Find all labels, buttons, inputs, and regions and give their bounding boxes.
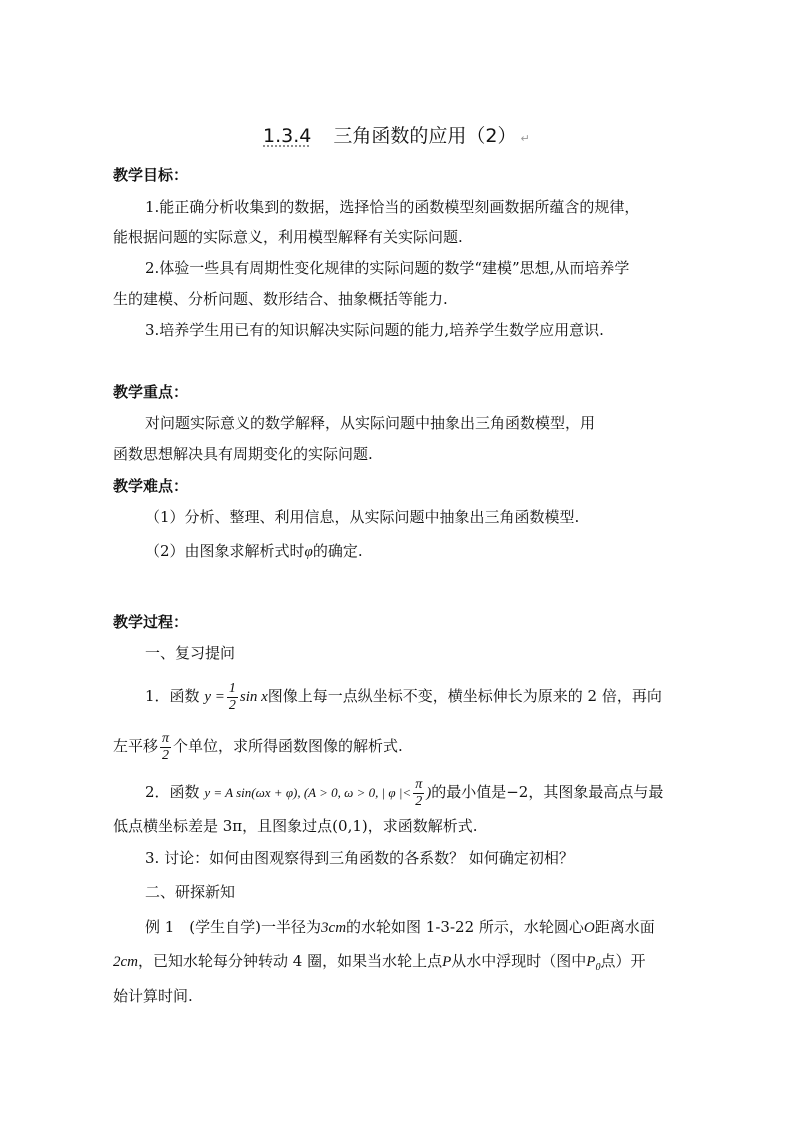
point-p0: P <box>586 954 596 970</box>
point-p: P <box>442 954 452 970</box>
objective-1-line-1: 1.能正确分析收集到的数据，选择恰当的函数模型刻画数据所蕴含的规律， <box>145 198 640 216</box>
process-heading: 教学过程： <box>113 613 189 631</box>
objectives-heading: 教学目标： <box>113 166 189 184</box>
difficulty-1: （1）分析、整理、利用信息，从实际问题中抽象出三角函数模型. <box>145 508 580 526</box>
key-points-line-1: 对问题实际意义的数学解释，从实际问题中抽象出三角函数模型，用 <box>145 414 596 432</box>
example-1-line-1: 例 1 (学生自学)一半径为3cm的水轮如图 1-3-22 所示，水轮圆心O距离水面 <box>145 918 655 936</box>
phi-symbol: φ <box>304 544 313 560</box>
question-2-line-2: 低点横坐标差是 3π，且图象过点(0,1)，求函数解析式. <box>113 817 478 835</box>
q1-equation: y = <box>204 689 225 705</box>
title-number: 1.3.4 <box>263 125 312 147</box>
q2-formula: y = A sin(ωx + φ), (A > 0, ω > 0, | φ |< <box>204 785 412 800</box>
q1-function: sin x <box>239 689 268 705</box>
page-title <box>263 126 530 149</box>
paragraph-mark: ↵ <box>520 132 530 145</box>
question-1-line-2: 左平移 $\frac{\pi}{2}$ 个单位，求所得函数图像的解析式. <box>113 730 403 763</box>
q1-fraction: $\frac{1}{2}$ <box>228 680 236 713</box>
example-1-line-3: 始计算时间. <box>113 987 193 1005</box>
center-o: O <box>583 920 595 936</box>
question-1-line-1: 1．函数 y = $\frac{1}{2}$ sin x图像上每一点纵坐标不变，横坐标伸长为原来的 2 倍，再向 <box>145 680 662 713</box>
q1-shift-fraction: $\frac{\pi}{2}$ <box>162 730 170 763</box>
difficulties-heading: 教学难点： <box>113 477 189 495</box>
question-3: 3. 讨论：如何由图观察得到三角函数的各系数？ 如何确定初相？ <box>145 849 574 867</box>
question-2-line-1: 2．函数 y = A sin(ωx + φ), (A > 0, ω > 0, | φ |< $\frac{\pi}{2}$ )的最小值是−2，其图象最高点与最 <box>145 776 664 809</box>
radius-value: 3cm <box>321 920 347 936</box>
key-points-heading: 教学重点： <box>113 383 189 401</box>
title-text: 三角函数的应用（2） <box>333 125 517 147</box>
distance-value: 2cm <box>113 954 138 970</box>
q2-fraction: $\frac{\pi}{2}$ <box>415 776 423 809</box>
objective-3: 3.培养学生用已有的知识解决实际问题的能力,培养学生数学应用意识. <box>145 321 604 339</box>
difficulty-2: （2）由图象求解析式时φ的确定. <box>145 542 363 560</box>
section-explore-heading: 二、研探新知 <box>145 883 236 901</box>
section-review-heading: 一、复习提问 <box>145 644 236 662</box>
objective-2-line-2: 生的建模、分析问题、数形结合、抽象概括等能力. <box>113 290 448 308</box>
example-1-line-2: 2cm，已知水轮每分钟转动 4 圈，如果当水轮上点P从水中浮现时（图中$P_0$点）开 <box>113 952 646 973</box>
key-points-line-2: 函数思想解决具有周期变化的实际问题. <box>113 445 373 463</box>
objective-1-line-2: 能根据问题的实际意义，利用模型解释有关实际问题. <box>113 228 463 246</box>
objective-2-line-1: 2.体验一些具有周期性变化规律的实际问题的数学“建模”思想,从而培养学 <box>145 259 630 277</box>
